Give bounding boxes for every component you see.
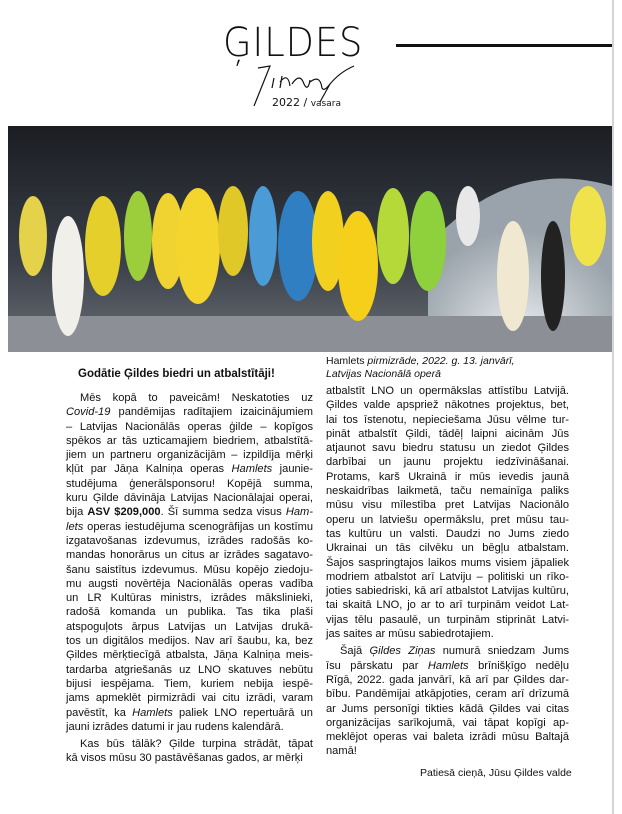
issue-season: vasara [310,99,341,109]
text-line [66,591,313,605]
text-run: Ģildes mērķtiecīgā atbalsta, Jāņa Kalniņa meis- [66,649,313,662]
text-line [66,448,313,462]
text-run: kuru Ģilde dāvināja Latvijas Nacionālajai operai, [66,492,313,505]
text-run: Hamlets [427,659,469,672]
text-run: Kas būs tālāk? Ģilde turpina strādāt, tāpat [80,738,313,751]
text-line [66,677,313,691]
text-run: tos un digitālos medijos. Nav arī šaubu, ka, bez [66,635,313,648]
masthead-title: ĢILDES [223,20,364,66]
text-line [326,687,569,701]
text-run: joties sabiedriski, kā arī atbalstot Latvijas kultūru, [326,585,569,598]
text-line [66,491,313,505]
text-line [66,563,313,577]
text-run: atjaunot savu biedru statusu un ziedot Ģildes [326,442,569,455]
text-line [66,691,313,705]
text-line [66,548,313,562]
text-line [66,405,313,419]
text-line [66,720,313,734]
text-line [326,598,569,612]
text-run: tardarba atgriešanās uz LNO skatuves nebūtu [66,663,313,676]
text-run: Rīgā, 2022. gada janvārī, kā arī par Ģildes dar- [326,673,569,686]
text-run: kā visos mūsu 30 pastāvēšanas gados, ar mērķi [66,752,303,765]
text-run: studējuma ģenerālsponsoru! Kopējā summa, [66,477,313,490]
text-run: spēkos ar tās uzticamajiem biedriem, atbalstītā- [66,434,313,447]
text-run: mūsu visu mīlestība pret Latvijas Nacionālo [326,499,569,512]
text-run: operas iestudējuma scenogrāfijas un kostīmu [83,520,313,533]
text-line [326,455,569,469]
paragraph [326,644,569,758]
stage-photo [8,126,612,352]
text-run: pandēmijas radītajiem izaicinājumiem [110,406,313,419]
text-line [326,744,569,758]
text-run: neskaidrības laikmetā, taču nemainīga paliks [326,485,569,498]
text-line [326,570,569,584]
text-line [66,620,313,634]
text-line [326,470,569,484]
issue-year: 2022 [272,96,300,109]
text-line [326,644,569,658]
text-run: pināt atbalstīt Ģildi, tādēļ laipni aicinām Jūs [326,427,569,440]
text-run: šanu saistītus izdevumus. Mūsu kopējo ziedoju- [66,563,313,576]
text-line [66,420,313,434]
text-run: Hamlets [231,463,273,476]
signature: Patiesā cieņā, Jūsu Ģildes valde [420,767,572,779]
text-line [66,391,313,405]
text-line [326,498,569,512]
text-line [66,534,313,548]
text-run: . Šī summa sedza visus [160,506,286,519]
text-line [66,520,313,534]
text-run: Protams, karš Ukrainā ir mūs ievedis jaunā [326,470,569,483]
text-run: numurā sniedzam Jums [435,645,569,658]
text-run: pavēstīt, ka [66,706,133,719]
text-line [66,648,313,662]
text-run: un LR Kultūras ministrs, izrādes mākslinieki, [66,592,313,605]
text-run: jaunie- [272,463,313,476]
photo-caption [326,355,515,381]
issue-separator: / [300,96,311,109]
text-line [326,702,569,716]
text-run: Šajos saspringtajos laikos mums visiem jāpaliek [326,556,569,569]
text-run: pirmizrāde, 2022. g. 13. janvārī, [364,355,515,367]
text-line [66,706,313,720]
text-run: namā! [326,745,357,758]
text-run: tas kultūru un valsti. Daudzi no Jums ziedo [326,527,569,540]
text-run: Ukrainai un tās cilvēku un bēgļu atbalstam. [326,542,569,555]
text-run: darbībai un jaunu projektu iedzīvināšanai. [326,456,569,469]
text-line [326,627,569,641]
text-run: bijusi iespējama. Tiem, kuriem nebija iespē- [66,677,313,690]
article-heading: Godātie Ģildes biedri un atbalstītāji! [78,368,275,380]
text-run: organizācijas sarīkojumā, vai tāpat kopīgi ap- [326,716,569,729]
text-line [326,730,569,744]
text-line [326,584,569,598]
issue-label [272,96,341,109]
text-line [66,605,313,619]
text-run: jas saites ar mūsu sabiedrotajiem. [326,628,494,641]
text-run: mandas honorārus un citus ar izrādes sagatavo- [66,549,313,562]
text-line [326,384,569,398]
text-line [326,613,569,627]
text-run: jams apmeklēt pirmizrādi vai citu izrādi, varam [66,692,313,705]
text-run: jiem un partneru organizācijām – izpildīja mērķi [66,449,313,462]
text-line [66,477,313,491]
text-run: ASV $209,000 [87,506,161,519]
text-run: Ham- [285,506,313,519]
text-line [326,513,569,527]
text-line [66,634,313,648]
text-run: vijas tēlu pasaulē, un turpinām stiprināt Latvi- [326,613,569,626]
text-run: tai skaitā LNO, jo ar to arī turpinām veidot Lat- [326,599,569,612]
text-run: Šajā [340,645,370,658]
text-line [326,716,569,730]
text-run: paliek LNO repertuārā un [172,706,313,719]
text-line [326,413,569,427]
text-run: lai tos īstenotu, nepieciešama Jūsu vēlme tur- [326,413,569,426]
text-run: modriem atbalstot arī Latviju – politiski un rīko- [326,570,569,583]
text-run: radošā komanda un publika. Tas tika plaši [66,606,313,619]
text-run: operu un latviešu opermākslu, pret mūsu tau- [326,513,569,526]
text-line [66,462,313,476]
text-run: bija [66,506,88,519]
text-run: lets [66,520,84,533]
masthead-rule [396,44,612,47]
text-run: mu augsti novērtēja Nacionālās operas vadība [66,577,313,590]
text-run: brīnišķīgo nedēļu [468,659,569,672]
text-line [326,527,569,541]
text-line [326,556,569,570]
article-column-left [66,391,313,769]
text-run: jauni izrādes datumi ir jau rudens kalendārā. [66,720,284,733]
text-line [66,737,313,751]
text-line [326,659,569,673]
text-run: Hamlets [326,355,365,367]
paragraph [66,391,313,734]
text-line [66,663,313,677]
text-line [66,751,313,765]
text-line [66,577,313,591]
text-line [326,541,569,555]
text-run: – Latvijas Nacionālās operas ģilde – kopīgos [66,420,313,433]
text-run: Covid-19 [66,406,111,419]
text-line [66,505,313,519]
article-column-right [326,384,569,762]
text-line [326,484,569,498]
text-line [326,441,569,455]
text-line [326,673,569,687]
text-run: īsu pārskatu par [326,659,428,672]
text-run: izgatavošanas izdevumus, izrādes radošās ko- [66,534,313,547]
text-line [326,427,569,441]
caption-line [326,368,515,381]
text-run: atspoguļots ārpus Latvijas un Latvijas drukā- [66,620,313,633]
text-run: Hamlets [132,706,173,719]
paragraph [66,737,313,766]
text-run: Ģildes Ziņas [369,645,436,658]
text-run: Ģildes valde apspriež nākotnes projektus, bet, [326,399,569,412]
text-run: Latvijas Nacionālā operā [326,368,441,380]
text-run: ar Jums personīgi tikties kādā Ģildes vai citas [326,702,569,715]
text-run: atbalstīt LNO un opermākslas attīstību Latvijā. [326,385,569,397]
text-run: Mēs kopā to paveicām! Neskatoties uz [80,392,313,404]
text-run: meklējot operas vai baleta izrādi mūsu Baltajā [326,731,569,744]
caption-line [326,355,515,368]
page-edge [612,0,614,814]
text-line [326,398,569,412]
text-run: bību. Pandēmijai atkāpjoties, ceram arī drīzumā [326,688,569,701]
text-line [66,434,313,448]
text-run: kļūt par Jāņa Kalniņa operas [66,463,232,476]
paragraph [326,384,569,641]
